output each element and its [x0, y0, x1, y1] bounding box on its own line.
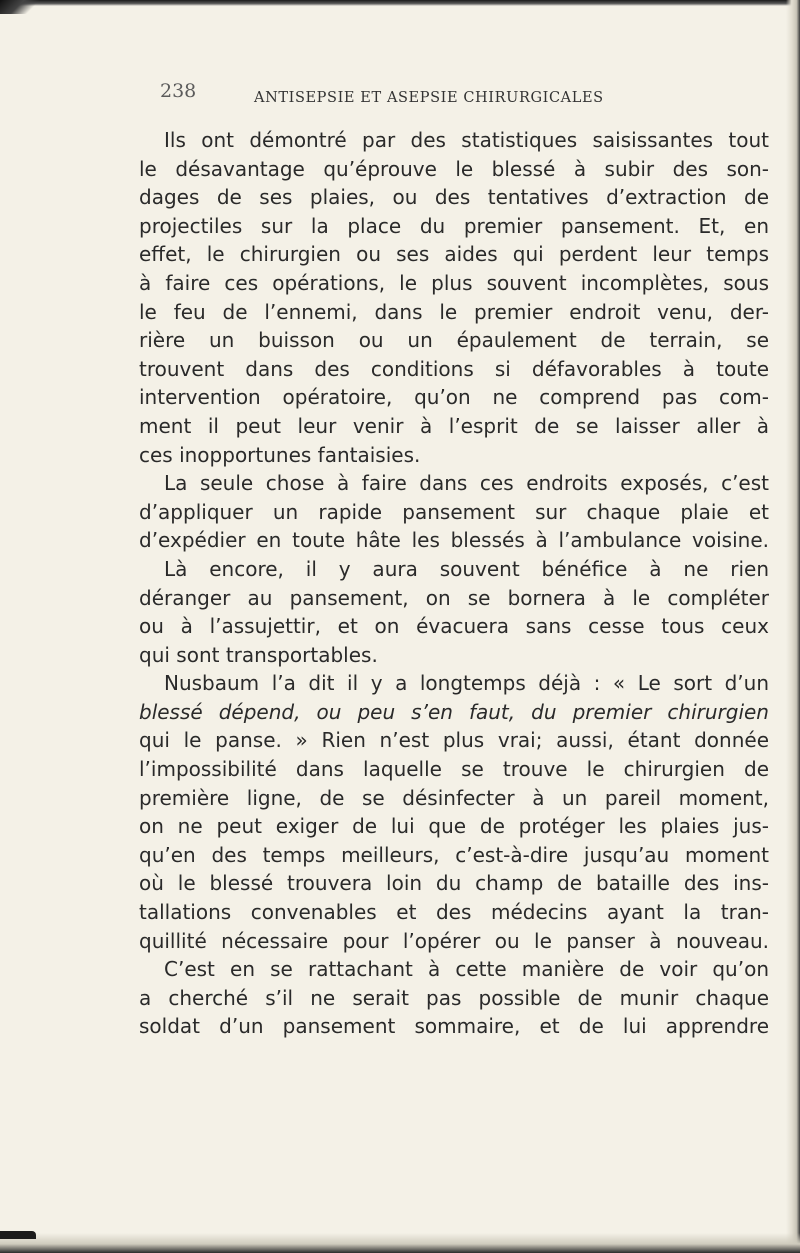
text-line: intervention opératoire, qu’on ne comprend pas com-	[139, 385, 769, 410]
text-line: blessé dépend, ou peu s’en faut, du premier chirurgien	[139, 699, 769, 724]
text-line: C’est en se rattachant à cette manière de voir qu’on	[164, 957, 769, 982]
text-line: déranger au pansement, on se bornera à le compléter	[139, 585, 769, 610]
page-bottom-corner	[0, 1231, 36, 1239]
text-line: Ils ont démontré par des statistiques saisissantes tout	[164, 128, 769, 152]
page-top-shadow	[0, 0, 800, 6]
text-line: d’appliquer un rapide pansement sur chaque plaie et	[139, 499, 769, 524]
text-line: a cherché s’il ne serait pas possible de munir chaque	[139, 985, 769, 1010]
text-line: ces inopportunes fantaisies.	[139, 442, 421, 467]
text-line: ment il peut leur venir à l’esprit de se laisser aller à	[139, 413, 769, 438]
page-bottom-shadow	[0, 1233, 800, 1253]
text-line: d’expédier en toute hâte les blessés à l’ambulance voisine.	[139, 528, 769, 553]
text-line: qui le panse. » Rien n’est plus vrai; aussi, étant donnée	[139, 728, 769, 753]
page-number: 238	[160, 80, 197, 102]
body-text	[139, 126, 769, 1041]
text-line: Nusbaum l’a dit il y a longtemps déjà : « Le sort d’un	[164, 671, 769, 696]
text-line: l’impossibilité dans laquelle se trouve le chirurgien de	[139, 757, 769, 782]
text-line: qu’en des temps meilleurs, c’est-à-dire jusqu’au moment	[139, 842, 769, 867]
page-corner-shadow	[0, 0, 40, 14]
text-line: à faire ces opérations, le plus souvent incomplètes, sous	[139, 270, 769, 295]
text-line: où le blessé trouvera loin du champ de bataille des ins-	[139, 871, 769, 896]
text-line: Là encore, il y aura souvent bénéfice à ne rien	[164, 556, 769, 581]
running-head: ANTISEPSIE ET ASEPSIE CHIRURGICALES	[254, 90, 604, 106]
text-line: le désavantage qu’éprouve le blessé à subir des son-	[139, 156, 769, 181]
text-line: projectiles sur la place du premier pansement. Et, en	[139, 213, 769, 238]
text-line: première ligne, de se désinfecter à un pareil moment,	[139, 785, 769, 810]
page-header	[160, 80, 760, 120]
text-line: trouvent dans des conditions si défavorables à toute	[139, 356, 769, 381]
text-line: qui sont transportables.	[139, 642, 378, 667]
text-line: La seule chose à faire dans ces endroits exposés, c’est	[164, 471, 769, 496]
text-line: ou à l’assujettir, et on évacuera sans cesse tous ceux	[139, 614, 769, 639]
text-line: soldat d’un pansement sommaire, et de lui apprendre	[139, 1014, 769, 1039]
text-line: dages de ses plaies, ou des tentatives d’extraction de	[139, 185, 769, 210]
text-line: tallations convenables et des médecins ayant la tran-	[139, 900, 769, 925]
text-line: le feu de l’ennemi, dans le premier endroit venu, der-	[139, 299, 769, 324]
page-right-shadow	[786, 0, 800, 1253]
text-line: effet, le chirurgien ou ses aides qui perdent leur temps	[139, 242, 769, 267]
text-line: on ne peut exiger de lui que de protéger les plaies jus-	[139, 814, 769, 839]
text-line: quillité nécessaire pour l’opérer ou le panser à nouveau.	[139, 928, 769, 953]
text-line: rière un buisson ou un épaulement de terrain, se	[139, 328, 769, 353]
